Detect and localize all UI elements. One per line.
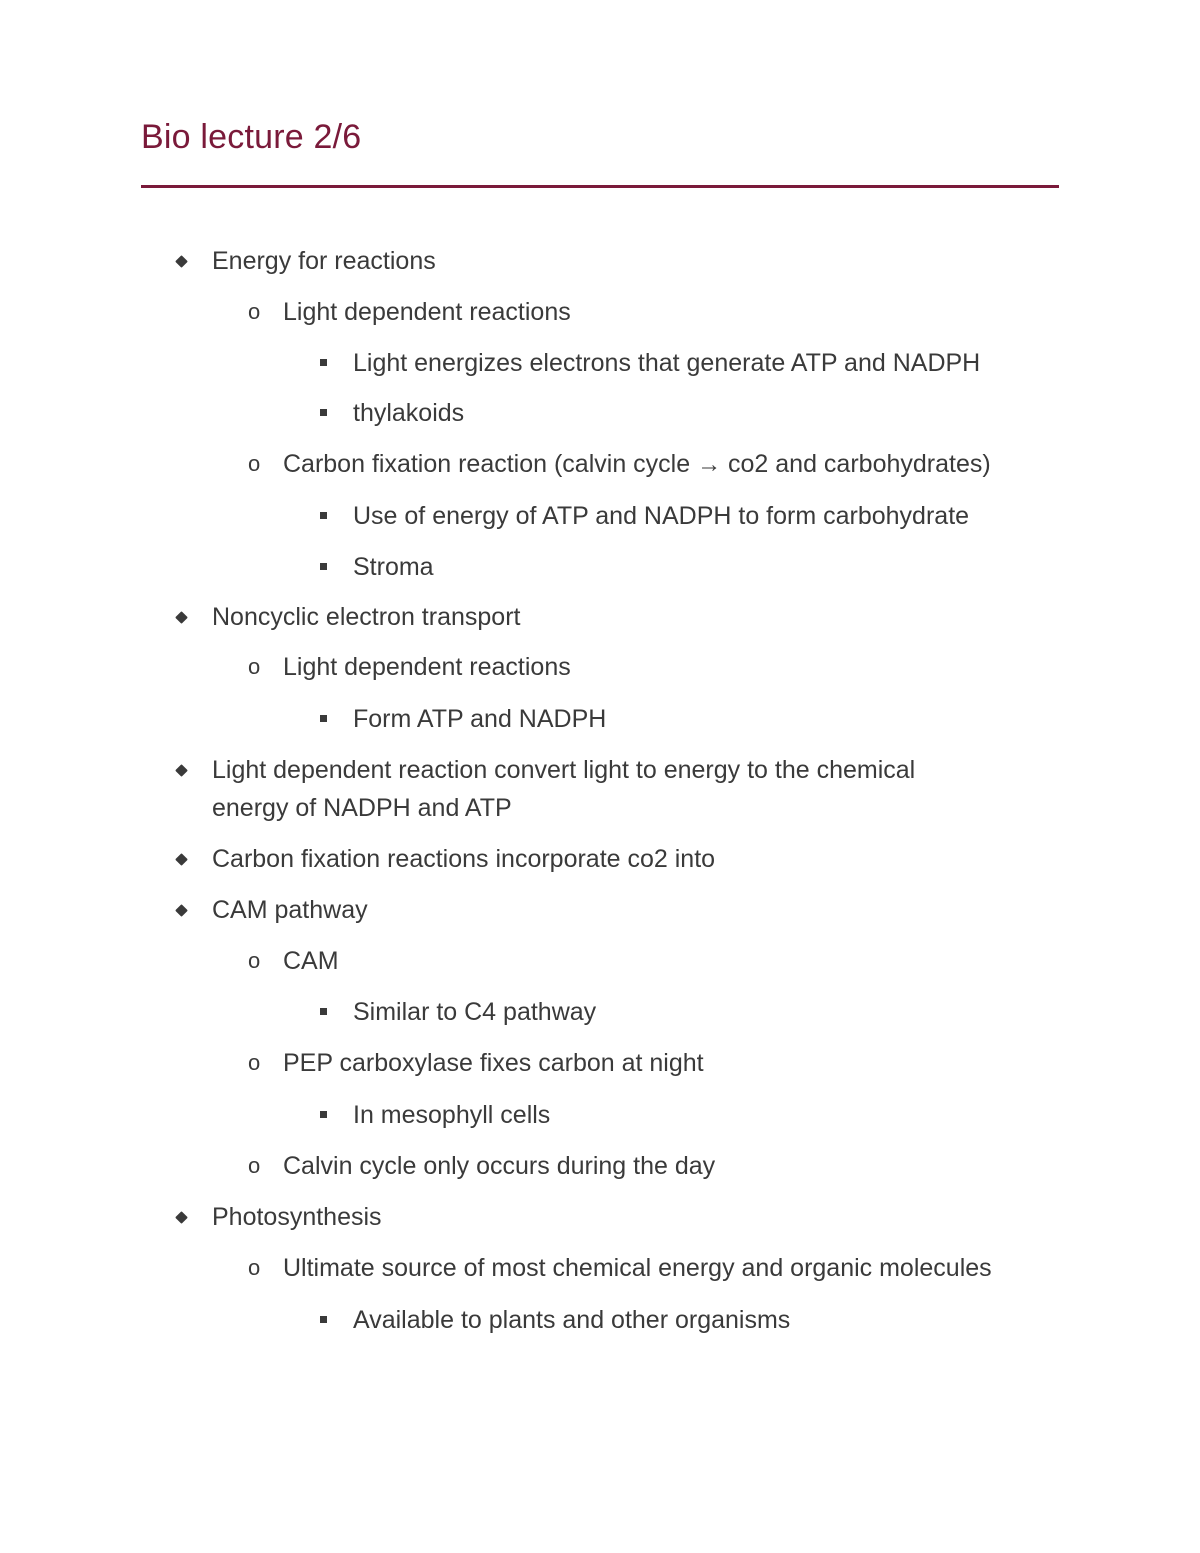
outline-item-level3: Similar to C4 pathway bbox=[353, 998, 597, 1026]
outline-item-level1-line2: energy of NADPH and ATP bbox=[212, 794, 512, 822]
bullet-square-icon bbox=[320, 1008, 327, 1015]
bullet-diamond-icon bbox=[175, 1211, 188, 1224]
outline-text-before-arrow: Carbon fixation reaction (calvin cycle bbox=[283, 450, 698, 478]
outline-item-level3: Light energizes electrons that generate ATP and NADPH bbox=[353, 349, 981, 377]
outline-item-level2: Ultimate source of most chemical energy and organic molecules bbox=[283, 1254, 992, 1282]
page-title: Bio lecture 2/6 bbox=[141, 118, 362, 156]
bullet-circle-icon: o bbox=[248, 654, 261, 679]
outline-item-level3: thylakoids bbox=[353, 399, 465, 427]
title-underline-rule bbox=[141, 185, 1059, 188]
bullet-diamond-icon bbox=[175, 611, 188, 624]
outline-item-level3: Stroma bbox=[353, 553, 434, 581]
bullet-circle-icon: o bbox=[248, 1050, 261, 1075]
outline-item-level2: CAM bbox=[283, 947, 339, 975]
outline-text-after-arrow: co2 and carbohydrates) bbox=[721, 450, 991, 478]
outline-item-level2 bbox=[283, 445, 991, 484]
bullet-square-icon bbox=[320, 1111, 327, 1118]
bullet-square-icon bbox=[320, 359, 327, 366]
outline-item-level1: Carbon fixation reactions incorporate co2 into bbox=[212, 845, 716, 873]
outline-item-level3: Form ATP and NADPH bbox=[353, 705, 607, 733]
outline-item-level1: Noncyclic electron transport bbox=[212, 603, 521, 631]
outline-item-level2: Light dependent reactions bbox=[283, 653, 571, 681]
bullet-diamond-icon bbox=[175, 853, 188, 866]
bullet-square-icon bbox=[320, 563, 327, 570]
bullet-circle-icon: o bbox=[248, 948, 261, 973]
outline-item-level2: PEP carboxylase fixes carbon at night bbox=[283, 1049, 704, 1077]
bullet-square-icon bbox=[320, 715, 327, 722]
outline-item-level3: Use of energy of ATP and NADPH to form carbohydrate bbox=[353, 502, 970, 530]
outline-item-level1: CAM pathway bbox=[212, 896, 368, 924]
bullet-square-icon bbox=[320, 1316, 327, 1323]
bullet-diamond-icon bbox=[175, 764, 188, 777]
outline-item-level2: Light dependent reactions bbox=[283, 298, 571, 326]
bullet-square-icon bbox=[320, 409, 327, 416]
right-arrow-icon: → bbox=[697, 451, 722, 478]
outline-item-level2: Calvin cycle only occurs during the day bbox=[283, 1152, 716, 1180]
bullet-circle-icon: o bbox=[248, 451, 261, 476]
outline-item-level1: Photosynthesis bbox=[212, 1203, 382, 1231]
outline-item-level3: Available to plants and other organisms bbox=[353, 1306, 791, 1334]
bullet-circle-icon: o bbox=[248, 299, 261, 324]
outline-item-level3: In mesophyll cells bbox=[353, 1101, 551, 1129]
bullet-circle-icon: o bbox=[248, 1153, 261, 1178]
bullet-circle-icon: o bbox=[248, 1255, 261, 1280]
bullet-diamond-icon bbox=[175, 255, 188, 268]
outline-item-level1: Energy for reactions bbox=[212, 247, 436, 275]
outline-item-level1-line1: Light dependent reaction convert light to energy to the chemical bbox=[212, 756, 916, 784]
bullet-square-icon bbox=[320, 512, 327, 519]
bullet-diamond-icon bbox=[175, 904, 188, 917]
